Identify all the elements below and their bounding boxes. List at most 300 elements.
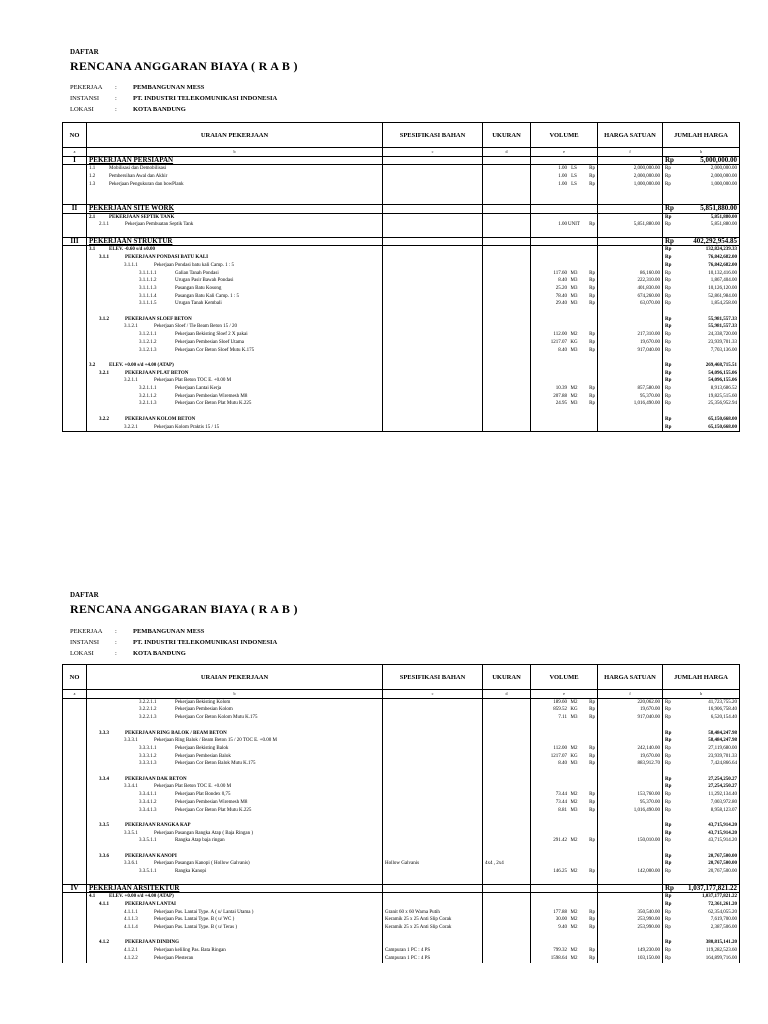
- cell: [598, 706, 663, 714]
- cell: [663, 189, 740, 197]
- item-code: 3.3.6: [99, 853, 109, 859]
- unit-price: 857,580.00: [637, 386, 660, 392]
- col-header: NO: [63, 665, 87, 690]
- volume: 177.88: [553, 909, 567, 915]
- cell: [531, 354, 598, 362]
- cell: [63, 947, 87, 955]
- cell: [383, 909, 483, 917]
- cell: [663, 698, 740, 706]
- item-code: 4.1.2: [99, 940, 109, 946]
- col-header: JUMLAH HARGA: [663, 123, 740, 148]
- cell: [483, 293, 531, 301]
- cell: [531, 370, 598, 378]
- currency-label: Rp: [665, 869, 671, 875]
- table-row: [63, 277, 740, 285]
- unit-price: 350,540.00: [637, 909, 660, 915]
- blank-row: [63, 814, 740, 822]
- cell: [531, 400, 598, 408]
- cell: [483, 884, 531, 893]
- col-letter: a: [63, 148, 87, 157]
- unit: M2: [570, 838, 578, 844]
- item-text: Pembersihan Awal dan Akhir: [109, 174, 168, 180]
- amount-value: 20,767,500.00: [708, 861, 737, 867]
- unit: LS: [571, 181, 577, 187]
- amount-value: 23,939,701.33: [708, 339, 737, 345]
- item-code: 4.1.2.2: [124, 955, 138, 961]
- currency-label: Rp: [665, 853, 672, 859]
- currency-label: Rp: [665, 745, 671, 751]
- cell: [63, 237, 87, 246]
- currency-label: Rp: [665, 237, 674, 245]
- currency-label: Rp: [665, 730, 672, 736]
- cell: [531, 916, 598, 924]
- cell: [87, 714, 383, 722]
- cell: [483, 354, 531, 362]
- cell: [63, 316, 87, 324]
- volume: 1.00: [558, 181, 567, 187]
- volume: 1.00: [558, 174, 567, 180]
- material-spec: Granit 60 x 60 Warna Putih: [385, 909, 440, 915]
- table-row: [63, 955, 740, 963]
- cell: [87, 822, 383, 830]
- blank-row: [63, 229, 740, 237]
- cell: [531, 156, 598, 165]
- item-text: ELEV. +0.00 s/d +4.00 (ATAP): [109, 362, 174, 368]
- amount-value: 43,715,914.20: [708, 822, 737, 828]
- document-title: RENCANA ANGGARAN BIAYA ( R A B ): [70, 59, 298, 73]
- cell: [383, 714, 483, 722]
- amount-value: 54,096,155.06: [708, 378, 737, 384]
- cell: [63, 807, 87, 815]
- cell: [63, 189, 87, 197]
- cell: [663, 424, 740, 432]
- section-total-value: 5,000,000.00: [700, 156, 737, 164]
- item-code: 3.1.2.1.3: [139, 347, 157, 353]
- daftar-label: DAFTAR: [70, 48, 99, 56]
- unit-price: 86,160.00: [640, 270, 660, 276]
- cell: [531, 277, 598, 285]
- col-header: UKURAN: [483, 665, 531, 690]
- table-row: [63, 323, 740, 331]
- item-code: 3.3.5: [99, 822, 109, 828]
- amount-value: 380,815,141.20: [705, 940, 737, 946]
- item-description: [89, 285, 380, 293]
- cell: [383, 822, 483, 830]
- section-total: [665, 238, 737, 246]
- currency-label: Rp: [589, 838, 595, 844]
- col-letter: c: [383, 690, 483, 699]
- volume: 73.44: [555, 799, 567, 805]
- line-amount: [665, 860, 737, 868]
- cell: [663, 722, 740, 730]
- meta-row: PEKERJAA : PEMBANGUNAN MESS: [70, 84, 205, 91]
- currency-label: Rp: [665, 792, 671, 798]
- table-row: [63, 270, 740, 278]
- item-code: 3.3.4.1.2: [139, 799, 157, 805]
- meta-row: LOKASI : KOTA BANDUNG: [70, 106, 186, 113]
- unit: M2: [570, 869, 578, 875]
- item-text: Urugan Tanah Kembali: [175, 301, 222, 307]
- cell: [598, 916, 663, 924]
- amount-value: 62,354,055.20: [708, 909, 737, 915]
- blank-row: [63, 196, 740, 204]
- cell: [483, 722, 531, 730]
- unit: M2: [570, 745, 578, 751]
- cell: [383, 783, 483, 791]
- cell: [63, 347, 87, 355]
- cell: [483, 156, 531, 165]
- cell: [663, 884, 740, 893]
- daftar-label: DAFTAR: [70, 591, 99, 599]
- cell: [87, 932, 383, 940]
- currency-label: Rp: [589, 707, 595, 713]
- col-letter: c: [383, 148, 483, 157]
- cell: [598, 165, 663, 173]
- page-1: [0, 0, 768, 500]
- currency-label: Rp: [665, 166, 671, 172]
- currency-label: Rp: [665, 707, 671, 713]
- cell: [598, 760, 663, 768]
- cell: [87, 377, 383, 385]
- cell: [383, 323, 483, 331]
- item-description: [89, 737, 380, 745]
- unit: M3: [570, 347, 578, 353]
- table-row: [63, 760, 740, 768]
- amount-value: 25,356,952.94: [708, 401, 737, 407]
- item-text: ELEV. +0.00 s/d +4.00 (ATAP): [109, 894, 174, 900]
- cell: [87, 385, 383, 393]
- cell: [63, 939, 87, 947]
- item-description: [89, 323, 380, 331]
- table-row: [63, 246, 740, 254]
- col-header: URAIAN PEKERJAAN: [87, 665, 383, 690]
- currency-label: Rp: [665, 378, 672, 384]
- cell: [63, 408, 87, 416]
- cell: [663, 868, 740, 876]
- cell: [531, 768, 598, 776]
- cell: [483, 400, 531, 408]
- cell: [63, 760, 87, 768]
- item-description: [89, 868, 380, 876]
- line-amount: [665, 699, 737, 707]
- item-description: [89, 939, 380, 947]
- cell: [87, 706, 383, 714]
- item-text: PEKERJAAN SLOEF BETON: [125, 316, 192, 322]
- cell: [598, 924, 663, 932]
- table-row: [63, 331, 740, 339]
- item-code: 3.1.2: [99, 316, 109, 322]
- currency-label: Rp: [665, 324, 672, 330]
- cell: [598, 745, 663, 753]
- line-amount: [665, 924, 737, 932]
- cell: [531, 189, 598, 197]
- currency-label: Rp: [665, 940, 672, 946]
- currency-label: Rp: [665, 807, 671, 813]
- line-amount: [665, 760, 737, 768]
- line-amount: [665, 868, 737, 876]
- cell: [483, 776, 531, 784]
- cell: [63, 830, 87, 838]
- cell: [87, 237, 383, 246]
- currency-label: Rp: [589, 166, 595, 172]
- item-text: Pekerjaan Sloef / Tie Beam Beton 15 / 20: [154, 324, 238, 330]
- material-spec: Hollow Galvanis: [385, 861, 420, 867]
- cell: [531, 221, 598, 229]
- cell: [663, 737, 740, 745]
- section-total: [665, 885, 737, 893]
- cell: [383, 254, 483, 262]
- col-letter: h: [663, 148, 740, 157]
- cell: [383, 924, 483, 932]
- currency-label: Rp: [589, 917, 595, 923]
- cell: [87, 745, 383, 753]
- amount-value: 7,003,972.80: [710, 799, 737, 805]
- cell: [598, 229, 663, 237]
- cell: [383, 156, 483, 165]
- cell: [663, 753, 740, 761]
- amount-value: 54,096,155.06: [708, 370, 737, 376]
- cell: [531, 377, 598, 385]
- currency-label: Rp: [665, 362, 672, 368]
- cell: [663, 760, 740, 768]
- cell: [663, 799, 740, 807]
- cell: [87, 370, 383, 378]
- cell: [63, 221, 87, 229]
- cell: [531, 909, 598, 917]
- col-letter: d: [483, 148, 531, 157]
- cell: [598, 377, 663, 385]
- cell: [483, 196, 531, 204]
- cell: [483, 377, 531, 385]
- cell: [483, 799, 531, 807]
- section-number: III: [70, 237, 79, 245]
- volume: 1598.64: [550, 955, 567, 961]
- cell: [531, 173, 598, 181]
- section-title: PEKERJAAN ARSITEKTUR: [89, 884, 180, 892]
- cell: [663, 400, 740, 408]
- cell: [383, 760, 483, 768]
- cell: [63, 884, 87, 893]
- cell: [598, 853, 663, 861]
- cell: [483, 822, 531, 830]
- line-amount: [665, 416, 737, 424]
- table-row: [63, 385, 740, 393]
- unit-price: 220,062.00: [637, 699, 660, 705]
- item-code: 3.1.2.1: [124, 324, 138, 330]
- item-description: [89, 214, 380, 222]
- col-header: HARGA SATUAN: [598, 665, 663, 690]
- line-amount: [665, 799, 737, 807]
- line-amount: [665, 853, 737, 861]
- cell: [87, 277, 383, 285]
- section-number: I: [73, 156, 76, 164]
- table-row: [63, 791, 740, 799]
- cell: [483, 698, 531, 706]
- amount-value: 2,387,506.00: [710, 925, 737, 931]
- cell: [531, 285, 598, 293]
- cell: [87, 221, 383, 229]
- item-code: 3.1.1.1.2: [139, 278, 157, 284]
- currency-label: Rp: [665, 925, 671, 931]
- col-letter: e: [531, 690, 598, 699]
- cell: [531, 393, 598, 401]
- cell: [598, 254, 663, 262]
- cell: [663, 246, 740, 254]
- volume: 8.40: [558, 761, 567, 767]
- currency-label: Rp: [665, 386, 671, 392]
- cell: [663, 837, 740, 845]
- cell: [63, 270, 87, 278]
- cell: [383, 884, 483, 893]
- cell: [87, 246, 383, 254]
- line-amount: [665, 377, 737, 385]
- amount-value: 27,254,250.27: [708, 776, 737, 782]
- cell: [63, 262, 87, 270]
- cell: [598, 783, 663, 791]
- cell: [87, 760, 383, 768]
- cell: [598, 270, 663, 278]
- item-description: [89, 362, 380, 370]
- page-2: [0, 540, 768, 1024]
- table-row: [63, 837, 740, 845]
- amount-value: 19,825,515.60: [708, 393, 737, 399]
- unit-price: 222,310.00: [637, 278, 660, 284]
- cell: [63, 424, 87, 432]
- item-code: 3.3.4.1: [124, 784, 138, 790]
- size: 4x4 , 2x4: [485, 861, 504, 867]
- section-total: [665, 205, 737, 213]
- cell: [531, 830, 598, 838]
- cell: [663, 204, 740, 213]
- item-description: [89, 909, 380, 917]
- cell: [531, 237, 598, 246]
- amount-value: 7,703,136.00: [710, 347, 737, 353]
- cell: [383, 229, 483, 237]
- amount-value: 72,361,261.20: [708, 901, 737, 907]
- cell: [483, 189, 531, 197]
- table-row: [63, 939, 740, 947]
- cell: [663, 362, 740, 370]
- item-code: 3.2.1.1.2: [139, 393, 157, 399]
- amount-value: 119,282,523.60: [705, 948, 737, 954]
- table-row: [63, 860, 740, 868]
- item-text: Pekerjaan Cor Beton Balok Mutu K.175: [175, 761, 256, 767]
- currency-label: Rp: [589, 301, 595, 307]
- cell: [483, 932, 531, 940]
- line-amount: [665, 221, 737, 229]
- cell: [63, 845, 87, 853]
- cell: [531, 868, 598, 876]
- volume: 8.81: [558, 807, 567, 813]
- cell: [63, 400, 87, 408]
- currency-label: Rp: [665, 776, 672, 782]
- unit: M2: [570, 925, 578, 931]
- volume: 8.40: [558, 347, 567, 353]
- item-code: 4.1.1.4: [124, 925, 138, 931]
- cell: [87, 901, 383, 909]
- item-description: [89, 165, 380, 173]
- cell: [383, 845, 483, 853]
- cell: [483, 173, 531, 181]
- cell: [383, 876, 483, 884]
- volume: 112.00: [553, 745, 567, 751]
- cell: [531, 783, 598, 791]
- currency-label: Rp: [589, 181, 595, 187]
- item-description: [89, 860, 380, 868]
- amount-value: 1,867,404.00: [710, 278, 737, 284]
- cell: [483, 323, 531, 331]
- unit-price: 2,000,000.00: [633, 166, 660, 172]
- cell: [531, 181, 598, 189]
- cell: [383, 830, 483, 838]
- amount-value: 7,424,866.64: [710, 761, 737, 767]
- item-description: [89, 246, 380, 254]
- cell: [531, 714, 598, 722]
- cell: [383, 807, 483, 815]
- cell: [483, 254, 531, 262]
- cell: [483, 807, 531, 815]
- item-text: Pekerjaan Pembesian Wiremesh M8: [175, 393, 248, 399]
- volume: 1.00: [558, 222, 567, 228]
- currency-label: Rp: [589, 332, 595, 338]
- cell: [663, 339, 740, 347]
- cell: [598, 776, 663, 784]
- table-row: [63, 776, 740, 784]
- cell: [663, 893, 740, 901]
- cell: [63, 213, 87, 221]
- currency-label: Rp: [665, 909, 671, 915]
- cell: [383, 768, 483, 776]
- unit-price: 253,990.00: [637, 917, 660, 923]
- line-amount: [665, 791, 737, 799]
- cell: [663, 316, 740, 324]
- table-row: [63, 799, 740, 807]
- cell: [598, 901, 663, 909]
- cell: [531, 901, 598, 909]
- cell: [483, 262, 531, 270]
- currency-label: Rp: [665, 838, 671, 844]
- amount-value: 5,851,880.00: [710, 222, 737, 228]
- cell: [663, 293, 740, 301]
- cell: [663, 323, 740, 331]
- cell: [531, 300, 598, 308]
- cell: [483, 791, 531, 799]
- col-header: URAIAN PEKERJAAN: [87, 123, 383, 148]
- cell: [87, 416, 383, 424]
- unit: M3: [570, 293, 578, 299]
- cell: [663, 714, 740, 722]
- item-description: [89, 270, 380, 278]
- cell: [87, 204, 383, 213]
- cell: [531, 822, 598, 830]
- rab-table-page-1: [62, 122, 740, 432]
- line-amount: [665, 173, 737, 181]
- cell: [598, 876, 663, 884]
- item-text: Galian Tanah Pondasi: [175, 270, 219, 276]
- cell: [87, 924, 383, 932]
- cell: [598, 408, 663, 416]
- col-header: VOLUME: [531, 665, 598, 690]
- cell: [663, 853, 740, 861]
- item-code: 3.3.3.1.1: [139, 745, 157, 751]
- cell: [483, 853, 531, 861]
- cell: [531, 730, 598, 738]
- item-code: 1.1: [89, 166, 96, 172]
- cell: [598, 737, 663, 745]
- line-amount: [665, 362, 737, 370]
- cell: [383, 204, 483, 213]
- cell: [531, 408, 598, 416]
